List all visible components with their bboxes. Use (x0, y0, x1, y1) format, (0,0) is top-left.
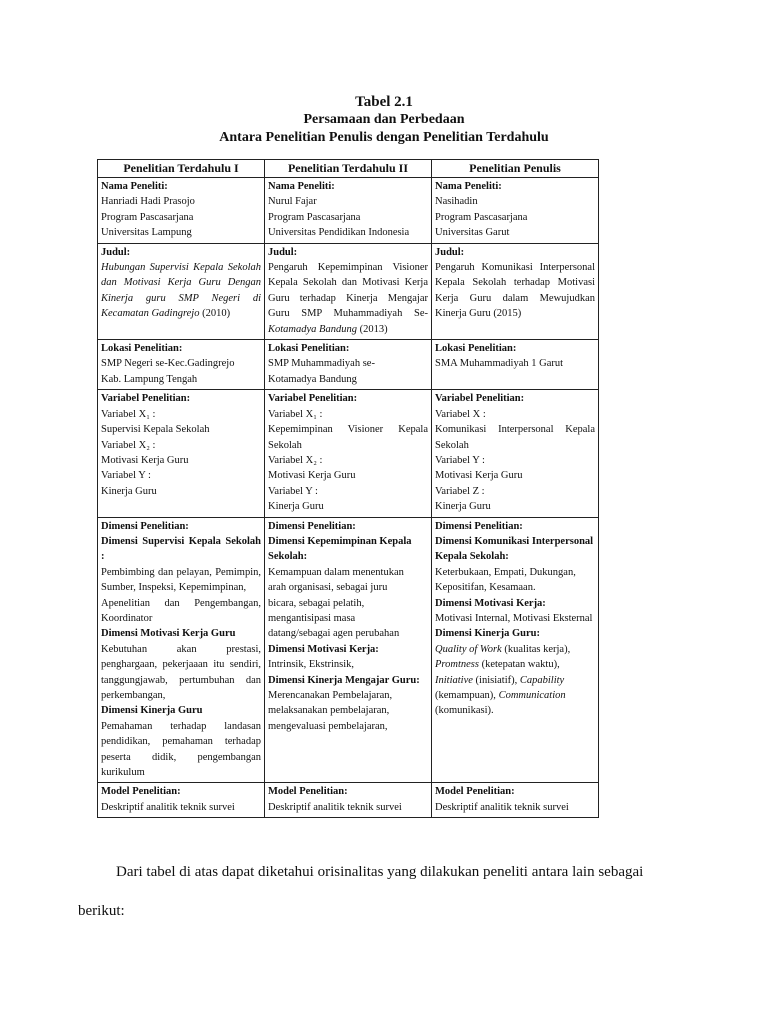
cell-line: Deskriptif analitik teknik survei (435, 801, 569, 813)
cell-line: Kinerja Guru (268, 501, 324, 513)
cell-line: Deskriptif analitik teknik survei (101, 801, 235, 813)
cell-line: Universitas Pendidikan Indonesia (268, 227, 410, 239)
cell-line: Supervisi Kepala Sekolah (101, 424, 210, 436)
cell-line: Kinerja Guru (101, 485, 157, 497)
research-title-text: Pengaruh Kepemimpinan Visioner Kepala Sekolah dan Motivasi Kerja Guru terhadap Kinerja Mengajar Guru SMP Muhammadiyah Se- (268, 262, 428, 320)
cell-line: Variabel Y : (268, 485, 318, 497)
cell-variables-2 (265, 390, 432, 517)
research-title-text: Hubungan Supervisi Kepala Sekolah dan Motivasi Kerja Guru Dengan Kinerja guru SMP Negeri di Kecamatan Gadingrejo (101, 262, 261, 320)
dimension-text: (kemampuan), (435, 690, 499, 701)
cell-label: Judul: (268, 246, 298, 258)
cell-label: Judul: (435, 246, 465, 258)
table-title-line2: Antara Penelitian Penulis dengan Penelitian Terdahulu (219, 130, 549, 145)
dimension-text: (inisiatif), (472, 674, 520, 686)
cell-title-2 (265, 243, 432, 339)
cell-label: Nama Peneliti: (268, 181, 335, 192)
cell-researcher-3 (432, 178, 599, 244)
dimension-text: datang/sebagai agen perubahan (268, 628, 400, 640)
dimension-text: arah organisasi, sebagai juru (268, 582, 388, 594)
dimension-text: Pembimbing dan pelayan, Pemimpin, Sumber, Inspeksi, Kepemimpinan, (101, 566, 261, 594)
cell-line: Variabel X₂ : (268, 454, 323, 466)
research-year: (2013) (356, 323, 388, 335)
table-number: Tabel 2.1 (355, 94, 413, 110)
cell-line: Variabel X₂ : (101, 439, 156, 451)
cell-label: Variabel Penelitian: (435, 393, 525, 405)
cell-label: Dimensi Penelitian: (101, 520, 189, 532)
cell-line: Universitas Lampung (101, 227, 192, 239)
dimension-heading: Dimensi Kinerja Guru (101, 705, 203, 717)
cell-model-2 (265, 783, 432, 818)
cell-label: Variabel Penelitian: (101, 393, 191, 405)
dimension-text: Keterbukaan, Empati, Dukungan, Kepositifan, Kesamaan. (435, 566, 576, 594)
dimension-heading: Dimensi Kinerja Mengajar Guru: (268, 674, 420, 686)
cell-label: Variabel Penelitian: (268, 393, 358, 405)
cell-line: Variabel X₁ : (101, 408, 156, 420)
header-research-2: Penelitian Terdahulu II (265, 160, 432, 178)
cell-label: Nama Peneliti: (101, 181, 168, 192)
table-caption (0, 93, 768, 147)
dimension-heading: Dimensi Komunikasi Interpersonal Kepala Sekolah: (435, 535, 594, 563)
cell-line: SMP Negeri se-Kec.Gadingrejo (101, 358, 235, 370)
cell-variables-3 (432, 390, 599, 517)
dimension-heading: Dimensi Supervisi Kepala Sekolah : (101, 535, 261, 563)
dimension-text: Intrinsik, Ekstrinsik, (268, 659, 355, 671)
cell-line: Kab. Lampung Tengah (101, 373, 198, 385)
cell-line: Variabel X₁ : (268, 408, 323, 420)
cell-title-1 (98, 243, 265, 339)
cell-location-3 (432, 340, 599, 390)
dimension-term: Initiative (435, 674, 473, 686)
cell-label: Model Penelitian: (101, 786, 181, 798)
cell-line: Variabel X : (435, 408, 486, 420)
comparison-table (97, 159, 599, 818)
cell-title-3 (432, 243, 599, 339)
table-title-line1: Persamaan dan Perbedaan (303, 112, 465, 127)
cell-line: Kinerja Guru (435, 501, 491, 513)
dimension-heading: Dimensi Motivasi Kerja: (268, 643, 379, 655)
cell-line: Program Pascasarjana (101, 211, 194, 223)
dimension-text: Kemampuan dalam menentukan (268, 566, 404, 578)
dimension-heading: Dimensi Motivasi Kerja: (435, 597, 546, 609)
cell-line: Kepemimpinan Visioner Kepala Sekolah (268, 424, 428, 451)
cell-line: Motivasi Kerja Guru (435, 470, 523, 482)
cell-model-3 (432, 783, 599, 818)
table-row-researcher (98, 178, 599, 244)
table-row-variables (98, 390, 599, 517)
cell-line: Nasihadin (435, 196, 478, 208)
cell-line: Hanriadi Hadi Prasojo (101, 196, 195, 208)
cell-label: Model Penelitian: (268, 786, 348, 798)
cell-label: Judul: (101, 246, 131, 258)
research-title-italic: Kotamadya Bandung (268, 323, 357, 335)
cell-line: SMA Muhammadiyah 1 Garut (435, 358, 564, 370)
cell-line: Kotamadya Bandung (268, 373, 357, 385)
dimension-heading: Dimensi Kepemimpinan Kepala Sekolah: (268, 535, 412, 563)
dimension-term: Quality of Work (435, 643, 502, 655)
cell-variables-1 (98, 390, 265, 517)
cell-label: Lokasi Penelitian: (101, 343, 183, 355)
cell-line: Nurul Fajar (268, 196, 317, 208)
cell-location-1 (98, 340, 265, 390)
cell-line: Komunikasi Interpersonal Kepala Sekolah (435, 424, 595, 451)
cell-label: Model Penelitian: (435, 786, 515, 798)
cell-line: Program Pascasarjana (435, 211, 528, 223)
cell-researcher-1 (98, 178, 265, 244)
dimension-text: (komunikasi). (435, 705, 494, 717)
dimension-heading: Dimensi Motivasi Kerja Guru (101, 628, 236, 640)
table-row-location (98, 340, 599, 390)
dimension-text: bicara, sebagai pelatih, (268, 597, 365, 609)
cell-model-1 (98, 783, 265, 818)
research-title-text: Pengaruh Komunikasi Interpersonal Kepala Sekolah terhadap Motivasi Kerja Guru dalam Mewujudkan Kinerja Guru (2015) (435, 262, 595, 320)
dimension-text: Motivasi Internal, Motivasi Eksternal (435, 612, 593, 624)
dimension-heading: Dimensi Kinerja Guru: (435, 628, 540, 640)
table-row-model (98, 783, 599, 818)
cell-label: Dimensi Penelitian: (435, 520, 523, 532)
cell-line: Variabel Z : (435, 485, 485, 497)
cell-line: SMP Muhammadiyah se- (268, 358, 375, 370)
cell-location-2 (265, 340, 432, 390)
cell-label: Nama Peneliti: (435, 181, 502, 192)
dimension-text: mengevaluasi pembelajaran, (268, 720, 388, 732)
dimension-text: (ketepatan waktu), (478, 659, 560, 671)
cell-line: Universitas Garut (435, 227, 510, 239)
table-row-dimensions (98, 517, 599, 783)
cell-line: Motivasi Kerja Guru (101, 454, 189, 466)
cell-line: Deskriptif analitik teknik survei (268, 801, 402, 813)
cell-line: Program Pascasarjana (268, 211, 361, 223)
dimension-text: Pemahaman terhadap landasan pendidikan, pemahaman terhadap peserta didik, pengembangan kurikulum (101, 720, 261, 779)
cell-label: Dimensi Penelitian: (268, 520, 356, 532)
cell-line: Motivasi Kerja Guru (268, 470, 356, 482)
table-header-row (98, 160, 599, 178)
dimension-term: Communication (498, 690, 566, 701)
body-paragraph-continued: berikut: (78, 903, 125, 919)
cell-researcher-2 (265, 178, 432, 244)
header-author-research: Penelitian Penulis (432, 160, 599, 178)
body-paragraph: Dari tabel di atas dapat diketahui orisinalitas yang dilakukan peneliti antara lain sebagai (116, 864, 644, 880)
dimension-text: Kebutuhan akan prestasi, penghargaan, pekerjaaan itu sendiri, tanggungjawab, pertumbuhan dan perkembangan, (101, 643, 261, 701)
cell-line: Variabel Y : (435, 454, 485, 466)
research-year: (2010) (202, 308, 231, 320)
dimension-term: Promtness (435, 659, 479, 671)
cell-label: Lokasi Penelitian: (435, 343, 517, 355)
cell-dimensions-3 (432, 517, 599, 783)
dimension-text: mengantisipasi masa (268, 612, 356, 624)
cell-dimensions-1 (98, 517, 265, 783)
dimension-text: Merencanakan Pembelajaran, (268, 690, 393, 701)
dimension-text: (kualitas kerja), (501, 643, 571, 655)
dimension-text: Apenelitian dan Pengembangan, Koordinator (101, 597, 261, 624)
dimension-text: melaksanakan pembelajaran, (268, 705, 390, 717)
cell-label: Lokasi Penelitian: (268, 343, 350, 355)
dimension-term: Capability (519, 674, 565, 686)
cell-line: Variabel Y : (101, 470, 151, 482)
cell-dimensions-2 (265, 517, 432, 783)
table-row-title (98, 243, 599, 339)
header-research-1: Penelitian Terdahulu I (98, 160, 265, 178)
